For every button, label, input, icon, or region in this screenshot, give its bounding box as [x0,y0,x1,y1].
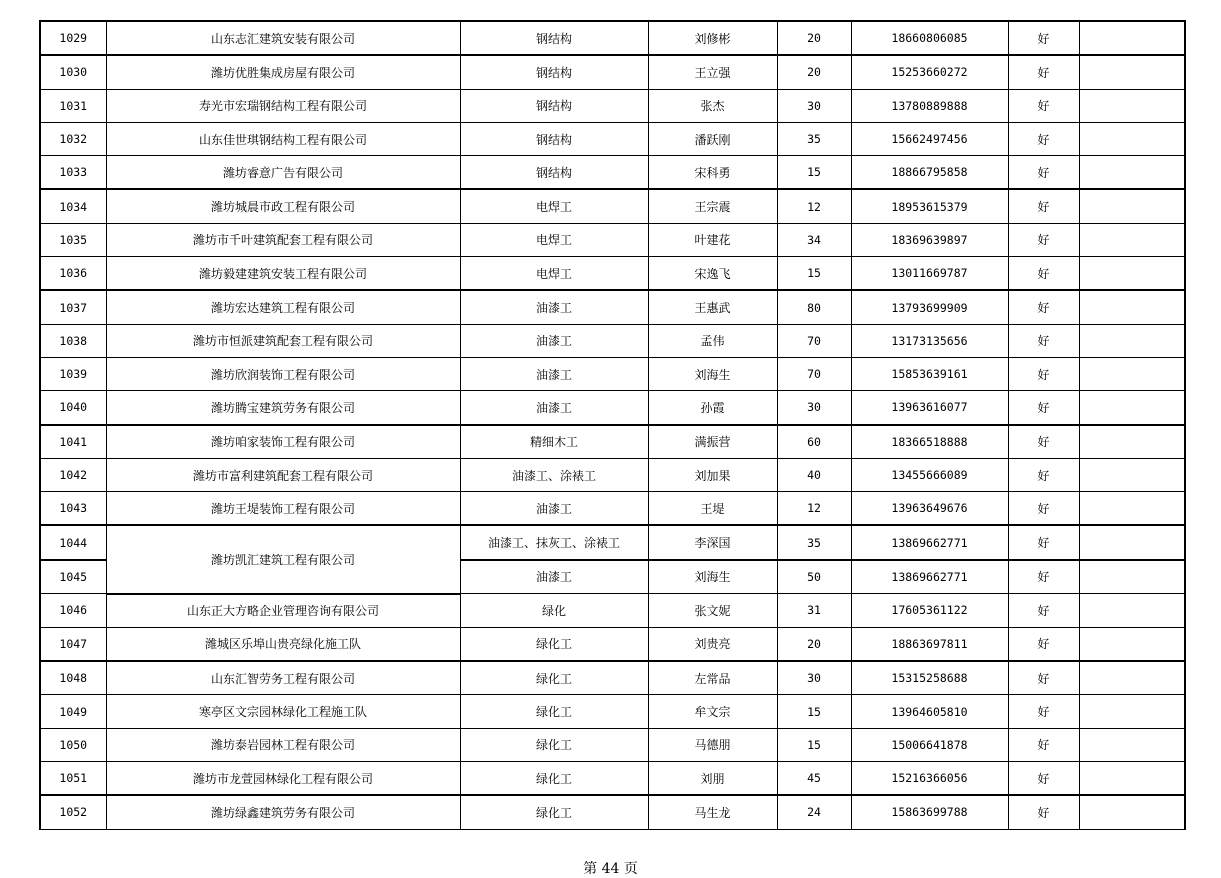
table-row [40,627,1185,661]
phone-cell: 15315258688 [851,661,1008,695]
row-id-cell: 1037 [40,290,106,324]
rating-cell: 好 [1008,425,1079,459]
table-row [40,324,1185,357]
note-cell [1079,762,1185,796]
rating-cell: 好 [1008,795,1079,829]
headcount-cell: 30 [777,89,851,122]
note-cell [1079,55,1185,89]
contact-cell: 王惠武 [648,290,777,324]
phone-cell: 13173135656 [851,324,1008,357]
rating-cell: 好 [1008,627,1079,661]
phone-cell: 15253660272 [851,55,1008,89]
trade-cell: 电焊工 [460,257,648,291]
trade-cell: 钢结构 [460,156,648,190]
phone-cell: 18366518888 [851,425,1008,459]
trade-cell: 绿化工 [460,795,648,829]
contact-cell: 王堤 [648,492,777,526]
table-row [40,21,1185,55]
trade-cell: 精细木工 [460,425,648,459]
trade-cell: 绿化工 [460,661,648,695]
phone-cell: 13011669787 [851,257,1008,291]
row-id-cell: 1040 [40,391,106,425]
company-cell: 潍坊毅建建筑安装工程有限公司 [106,257,460,291]
headcount-cell: 70 [777,324,851,357]
trade-cell: 油漆工 [460,391,648,425]
trade-cell: 油漆工 [460,324,648,357]
trade-cell: 油漆工 [460,492,648,526]
phone-cell: 13455666089 [851,458,1008,491]
note-cell [1079,695,1185,728]
trade-cell: 油漆工、抹灰工、涂裱工 [460,525,648,559]
table-row [40,795,1185,829]
rating-cell: 好 [1008,290,1079,324]
trade-cell: 油漆工、涂裱工 [460,458,648,491]
table-row [40,762,1185,796]
contact-cell: 张文妮 [648,594,777,628]
table-row [40,55,1185,89]
company-cell: 潍坊泰岩园林工程有限公司 [106,728,460,761]
trade-cell: 绿化工 [460,728,648,761]
page-number: 第 44 页 [583,861,638,877]
rating-cell: 好 [1008,695,1079,728]
rating-cell: 好 [1008,89,1079,122]
note-cell [1079,728,1185,761]
phone-cell: 13869662771 [851,525,1008,559]
note-cell [1079,594,1185,628]
note-cell [1079,156,1185,190]
registry-table [39,20,1186,830]
rating-cell: 好 [1008,391,1079,425]
row-id-cell: 1030 [40,55,106,89]
table-row [40,156,1185,190]
company-cell: 潍坊城晨市政工程有限公司 [106,189,460,223]
headcount-cell: 60 [777,425,851,459]
note-cell [1079,223,1185,256]
table-row [40,391,1185,425]
note-cell [1079,21,1185,55]
company-cell: 潍坊睿意广告有限公司 [106,156,460,190]
company-cell: 潍坊市千叶建筑配套工程有限公司 [106,223,460,256]
phone-cell: 18660806085 [851,21,1008,55]
phone-cell: 13963616077 [851,391,1008,425]
row-id-cell: 1034 [40,189,106,223]
contact-cell: 满振营 [648,425,777,459]
contact-cell: 王宗震 [648,189,777,223]
row-id-cell: 1047 [40,627,106,661]
row-id-cell: 1029 [40,21,106,55]
headcount-cell: 30 [777,391,851,425]
row-id-cell: 1041 [40,425,106,459]
row-id-cell: 1044 [40,525,106,559]
headcount-cell: 35 [777,525,851,559]
table-row [40,728,1185,761]
contact-cell: 左常品 [648,661,777,695]
headcount-cell: 15 [777,156,851,190]
phone-cell: 15216366056 [851,762,1008,796]
contact-cell: 马生龙 [648,795,777,829]
phone-cell: 13963649676 [851,492,1008,526]
row-id-cell: 1046 [40,594,106,628]
row-id-cell: 1050 [40,728,106,761]
company-cell: 潍坊宏达建筑工程有限公司 [106,290,460,324]
row-id-cell: 1045 [40,560,106,594]
trade-cell: 电焊工 [460,189,648,223]
phone-cell: 18863697811 [851,627,1008,661]
row-id-cell: 1043 [40,492,106,526]
company-cell: 潍坊王堤装饰工程有限公司 [106,492,460,526]
company-cell: 潍坊优胜集成房屋有限公司 [106,55,460,89]
contact-cell: 刘加果 [648,458,777,491]
company-cell: 潍城区乐埠山贵亮绿化施工队 [106,627,460,661]
contact-cell: 牟文宗 [648,695,777,728]
headcount-cell: 20 [777,627,851,661]
rating-cell: 好 [1008,257,1079,291]
trade-cell: 绿化工 [460,762,648,796]
phone-cell: 13780889888 [851,89,1008,122]
note-cell [1079,627,1185,661]
phone-cell: 15662497456 [851,122,1008,155]
table-row [40,189,1185,223]
table-row [40,89,1185,122]
table-row [40,458,1185,491]
headcount-cell: 45 [777,762,851,796]
note-cell [1079,560,1185,594]
contact-cell: 孙霞 [648,391,777,425]
table-row [40,290,1185,324]
rating-cell: 好 [1008,458,1079,491]
rating-cell: 好 [1008,525,1079,559]
contact-cell: 宋科勇 [648,156,777,190]
note-cell [1079,525,1185,559]
headcount-cell: 12 [777,189,851,223]
row-id-cell: 1038 [40,324,106,357]
note-cell [1079,425,1185,459]
table-row [40,357,1185,390]
table-row [40,695,1185,728]
phone-cell: 15006641878 [851,728,1008,761]
phone-cell: 13793699909 [851,290,1008,324]
contact-cell: 张杰 [648,89,777,122]
note-cell [1079,324,1185,357]
company-cell: 山东汇智劳务工程有限公司 [106,661,460,695]
contact-cell: 李深国 [648,525,777,559]
headcount-cell: 31 [777,594,851,628]
trade-cell: 绿化工 [460,627,648,661]
rating-cell: 好 [1008,357,1079,390]
company-cell: 山东佳世琪钢结构工程有限公司 [106,122,460,155]
headcount-cell: 15 [777,257,851,291]
row-id-cell: 1035 [40,223,106,256]
rating-cell: 好 [1008,594,1079,628]
table-row [40,223,1185,256]
headcount-cell: 80 [777,290,851,324]
table-row [40,122,1185,155]
headcount-cell: 24 [777,795,851,829]
headcount-cell: 35 [777,122,851,155]
rating-cell: 好 [1008,156,1079,190]
headcount-cell: 70 [777,357,851,390]
row-id-cell: 1048 [40,661,106,695]
trade-cell: 钢结构 [460,55,648,89]
rating-cell: 好 [1008,762,1079,796]
phone-cell: 13869662771 [851,560,1008,594]
phone-cell: 18953615379 [851,189,1008,223]
phone-cell: 13964605810 [851,695,1008,728]
headcount-cell: 34 [777,223,851,256]
company-cell: 潍坊腾宝建筑劳务有限公司 [106,391,460,425]
rating-cell: 好 [1008,223,1079,256]
row-id-cell: 1049 [40,695,106,728]
table-row [40,594,1185,628]
rating-cell: 好 [1008,492,1079,526]
note-cell [1079,661,1185,695]
trade-cell: 油漆工 [460,357,648,390]
rating-cell: 好 [1008,189,1079,223]
company-cell: 寿光市宏瑞钢结构工程有限公司 [106,89,460,122]
trade-cell: 绿化工 [460,695,648,728]
contact-cell: 刘朋 [648,762,777,796]
trade-cell: 电焊工 [460,223,648,256]
contact-cell: 宋逸飞 [648,257,777,291]
contact-cell: 马德朋 [648,728,777,761]
table-row [40,492,1185,526]
note-cell [1079,458,1185,491]
note-cell [1079,391,1185,425]
table-row [40,661,1185,695]
note-cell [1079,257,1185,291]
headcount-cell: 15 [777,728,851,761]
company-cell: 潍坊市恒派建筑配套工程有限公司 [106,324,460,357]
phone-cell: 15853639161 [851,357,1008,390]
row-id-cell: 1036 [40,257,106,291]
rating-cell: 好 [1008,55,1079,89]
row-id-cell: 1033 [40,156,106,190]
headcount-cell: 40 [777,458,851,491]
headcount-cell: 30 [777,661,851,695]
table-row [40,257,1185,291]
company-cell: 潍坊欣润装饰工程有限公司 [106,357,460,390]
headcount-cell: 15 [777,695,851,728]
row-id-cell: 1039 [40,357,106,390]
contact-cell: 王立强 [648,55,777,89]
note-cell [1079,290,1185,324]
company-cell: 潍坊凯汇建筑工程有限公司 [106,525,460,593]
company-cell: 潍坊市富利建筑配套工程有限公司 [106,458,460,491]
company-cell: 潍坊咱家装饰工程有限公司 [106,425,460,459]
rating-cell: 好 [1008,21,1079,55]
contact-cell: 刘修彬 [648,21,777,55]
headcount-cell: 12 [777,492,851,526]
row-id-cell: 1042 [40,458,106,491]
rating-cell: 好 [1008,324,1079,357]
company-cell: 潍坊市龙萱园林绿化工程有限公司 [106,762,460,796]
row-id-cell: 1051 [40,762,106,796]
trade-cell: 绿化 [460,594,648,628]
trade-cell: 钢结构 [460,21,648,55]
note-cell [1079,795,1185,829]
contact-cell: 孟伟 [648,324,777,357]
contact-cell: 刘海生 [648,357,777,390]
trade-cell: 钢结构 [460,122,648,155]
phone-cell: 18369639897 [851,223,1008,256]
trade-cell: 油漆工 [460,560,648,594]
note-cell [1079,122,1185,155]
contact-cell: 刘贵亮 [648,627,777,661]
rating-cell: 好 [1008,728,1079,761]
note-cell [1079,492,1185,526]
rating-cell: 好 [1008,122,1079,155]
company-cell: 潍坊绿鑫建筑劳务有限公司 [106,795,460,829]
contact-cell: 潘跃刚 [648,122,777,155]
headcount-cell: 20 [777,21,851,55]
company-cell: 山东正大方略企业管理咨询有限公司 [106,594,460,628]
rating-cell: 好 [1008,661,1079,695]
phone-cell: 17605361122 [851,594,1008,628]
company-cell: 寒亭区文宗园林绿化工程施工队 [106,695,460,728]
contact-cell: 刘海生 [648,560,777,594]
company-cell: 山东志汇建筑安装有限公司 [106,21,460,55]
trade-cell: 钢结构 [460,89,648,122]
table-row [40,425,1185,459]
headcount-cell: 50 [777,560,851,594]
note-cell [1079,357,1185,390]
headcount-cell: 20 [777,55,851,89]
trade-cell: 油漆工 [460,290,648,324]
row-id-cell: 1032 [40,122,106,155]
phone-cell: 15863699788 [851,795,1008,829]
row-id-cell: 1031 [40,89,106,122]
table-row [40,525,1185,559]
phone-cell: 18866795858 [851,156,1008,190]
contact-cell: 叶建花 [648,223,777,256]
note-cell [1079,89,1185,122]
note-cell [1079,189,1185,223]
row-id-cell: 1052 [40,795,106,829]
rating-cell: 好 [1008,560,1079,594]
